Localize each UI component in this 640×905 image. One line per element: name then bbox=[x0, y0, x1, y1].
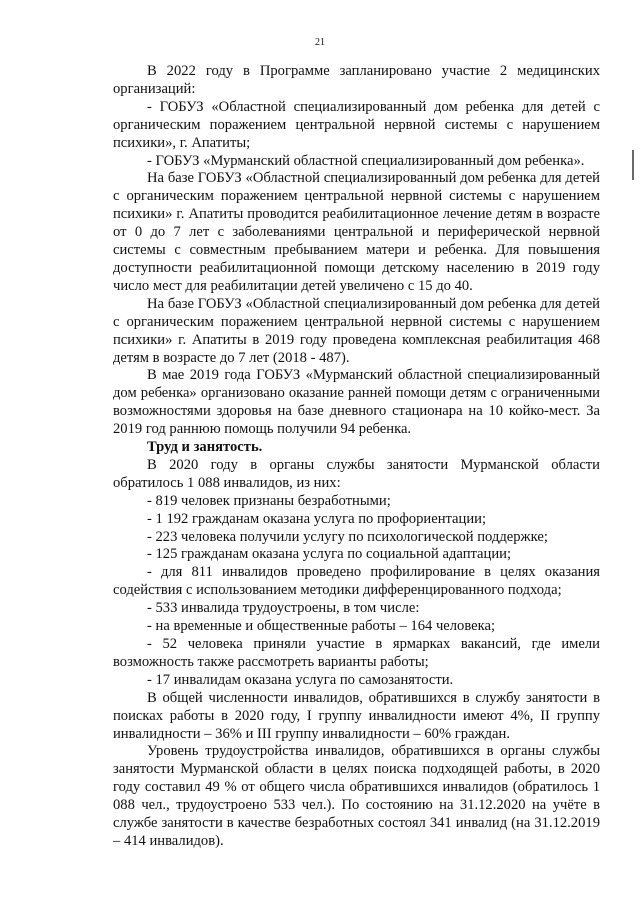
paragraph: - для 811 инвалидов проведено профилирование в целях оказания содействия с использованием методики дифференцированного подхода; bbox=[113, 564, 600, 599]
paragraph: - ГОБУЗ «Мурманский областной специализированный дом ребенка». bbox=[147, 152, 585, 169]
paragraph: - 17 инвалидам оказана услуга по самозанятости. bbox=[147, 671, 454, 688]
paragraph: - на временные и общественные работы – 164 человека; bbox=[147, 618, 496, 635]
paragraph: - ГОБУЗ «Областной специализированный дом ребенка для детей с органическим поражением центральной нервной системы с нарушением психики», г. Апатиты; bbox=[113, 98, 600, 151]
paragraph: - 223 человека получили услугу по психологической поддержке; bbox=[147, 528, 548, 545]
paragraph: - 533 инвалида трудоустроены, в том числе: bbox=[147, 600, 420, 617]
margin-mark bbox=[632, 150, 634, 180]
paragraph: - 819 человек признаны безработными; bbox=[147, 492, 391, 509]
paragraph: В 2022 году в Программе запланировано участие 2 медицинских организаций: bbox=[113, 63, 600, 97]
document-body bbox=[113, 63, 600, 851]
paragraph: В общей численности инвалидов, обратившихся в службу занятости в поисках работы в 2020 году, I группу инвалидности имеют 4%, II группу инвалидности – 36% и III группу инвалидности – 60% граждан. bbox=[113, 689, 600, 742]
page-number: 21 bbox=[315, 37, 325, 48]
paragraph: На базе ГОБУЗ «Областной специализированный дом ребенка для детей с органическим поражением центральной нервной системы с нарушением психики» г. Апатиты в 2019 году проведена комплексная реабилитация 468 детям в возрасте до 7 лет (2018 - 487). bbox=[113, 295, 600, 366]
paragraph: - 125 гражданам оказана услуга по социальной адаптации; bbox=[147, 546, 512, 563]
paragraph: Уровень трудоустройства инвалидов, обратившихся в органы службы занятости Мурманской области в целях поиска подходящей работы, в 2020 году составил 49 % от общего числа обратившихся инвалидов (обратилось 1 088 чел., трудоустроено 533 чел.). По состоянию на 31.12.2020 на учёте в службе занятости в качестве безработных состоял 341 инвалид (на 31.12.2019 – 414 инвалидов). bbox=[113, 743, 600, 849]
paragraph: - 52 человека приняли участие в ярмарках вакансий, где имели возможность также рассмотреть варианты работы; bbox=[113, 636, 600, 670]
paragraph: В мае 2019 года ГОБУЗ «Мурманский областной специализированный дом ребенка» организовано оказание ранней помощи детям с ограниченными возможностями здоровья на базе дневного стационара на 10 койко-мест. За 2019 год раннюю помощь получили 94 ребенка. bbox=[113, 367, 600, 438]
paragraph: На базе ГОБУЗ «Областной специализированный дом ребенка для детей с органическим поражением центральной нервной системы с нарушением психики» г. Апатиты проводится реабилитационное лечение детям в возрасте от 0 до 7 лет с заболеваниями центральной и периферической нервной системы с совместным пребыванием матери и ребенка. Для повышения доступности реабилитационной помощи детскому населению в 2019 году число мест для реабилитации детей увеличено с 15 до 40. bbox=[113, 170, 600, 294]
paragraph: - 1 192 гражданам оказана услуга по профориентации; bbox=[147, 510, 487, 527]
section-heading: Труд и занятость. bbox=[147, 439, 263, 456]
paragraph: В 2020 году в органы службы занятости Мурманской области обратилось 1 088 инвалидов, из них: bbox=[113, 456, 600, 491]
